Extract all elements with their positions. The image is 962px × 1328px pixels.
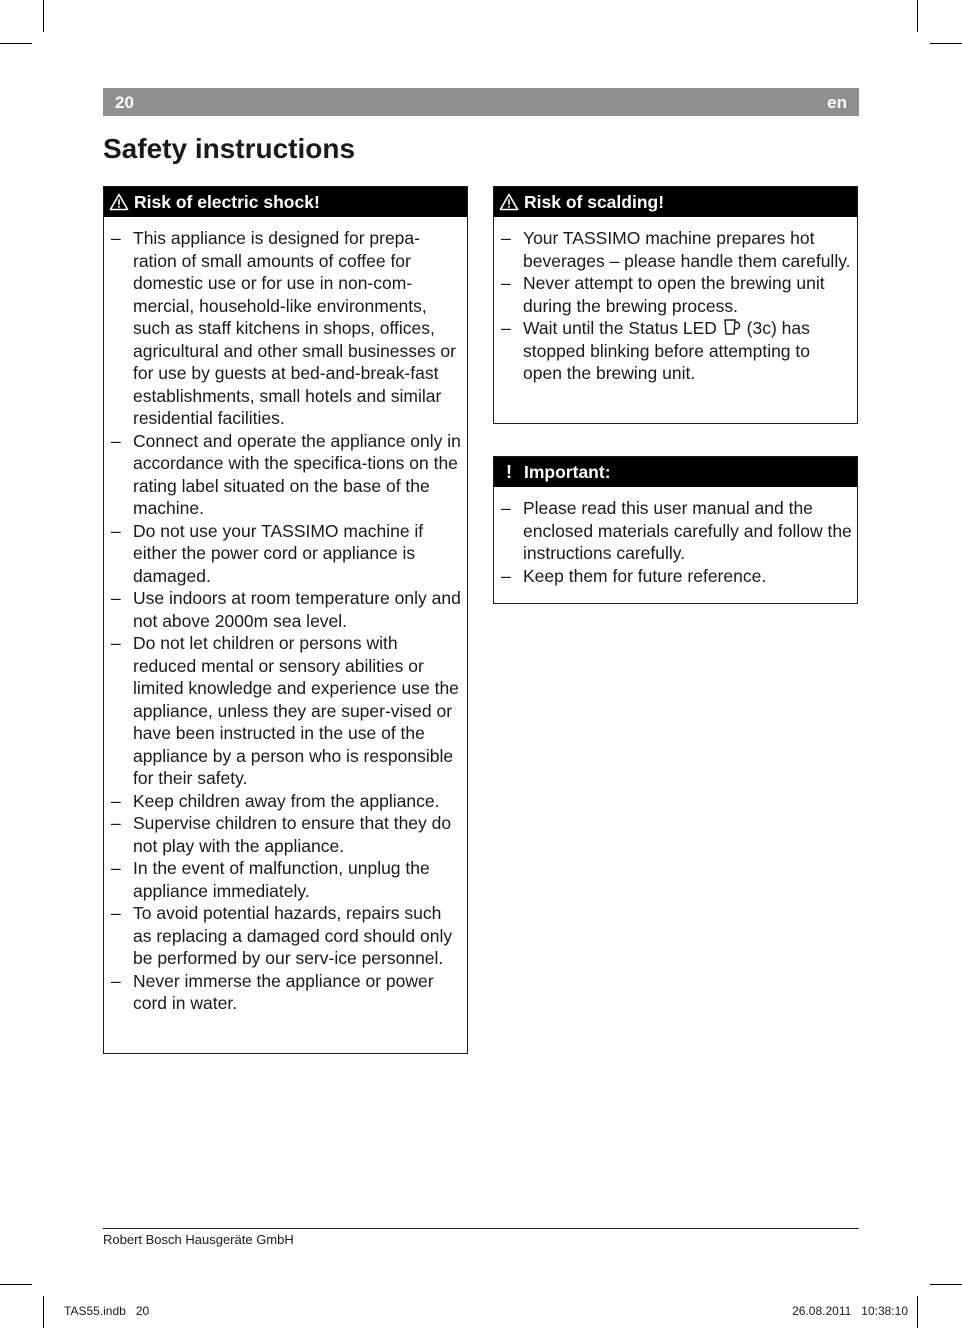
print-slug-date: 26.08.2011 10:38:10 <box>792 1304 908 1318</box>
list-item: – Never attempt to open the brewing unit during the brewing process. <box>523 272 853 317</box>
list-item: – Please read this user manual and the enclosed materials carefully and follow the instructions carefully. <box>523 497 853 565</box>
crop-mark <box>43 1296 44 1328</box>
status-led-text-before: Wait until the Status LED <box>523 318 717 338</box>
important-header <box>494 457 857 487</box>
crop-mark <box>917 0 918 32</box>
page-number: 20 <box>115 93 134 112</box>
page-title: Safety instructions <box>103 133 356 164</box>
exclamation-icon: ! <box>506 462 512 482</box>
cup-led-icon <box>722 317 742 337</box>
crop-mark <box>930 43 962 44</box>
list-item: – Do not let children or persons with reduced mental or sensory abilities or limited knowledge and experience use the appliance, unless they are super-vised or have been instructed in the use of the appliance by a person who is responsible for their safety. <box>133 632 463 790</box>
electric-shock-title: Risk of electric shock! <box>134 192 320 212</box>
crop-mark <box>917 1296 918 1328</box>
electric-shock-header <box>104 187 467 217</box>
page-header-bar <box>103 88 859 116</box>
list-item: – Supervise children to ensure that they do not play with the appliance. <box>133 812 463 857</box>
list-item: – Never immerse the appliance or power cord in water. <box>133 970 463 1015</box>
list-item: – Keep children away from the appliance. <box>133 790 463 813</box>
language-code: en <box>827 93 847 112</box>
list-item: – Connect and operate the appliance only in accordance with the specifica-tions on the rating label situated on the base of the machine. <box>133 430 463 520</box>
scalding-box <box>493 186 858 424</box>
crop-mark <box>930 1284 962 1285</box>
status-led-text-after: (3c) has stopped blinking before attempting to open the brewing unit. <box>523 318 810 383</box>
list-item: – Keep them for future reference. <box>523 565 853 588</box>
important-title: Important: <box>524 462 611 482</box>
list-item: – Your TASSIMO machine prepares hot beverages – please handle them carefully. <box>523 227 853 272</box>
crop-mark <box>0 1284 32 1285</box>
list-item <box>523 317 853 385</box>
list-item: – Do not use your TASSIMO machine if either the power cord or appliance is damaged. <box>133 520 463 588</box>
list-item: – This appliance is designed for prepa-ration of small amounts of coffee for domestic use or for use in non-com-mercial, household-like environments, such as staff kitchens in shops, offices, agricultural and other small businesses or for use by guests at bed-and-break-fast establishments, small hotels and similar residential facilities. <box>133 227 463 430</box>
scalding-header <box>494 187 857 217</box>
warning-triangle-icon <box>499 193 519 211</box>
crop-mark <box>43 0 44 32</box>
footer-company: Robert Bosch Hausgeräte GmbH <box>103 1232 294 1247</box>
warning-triangle-icon <box>109 193 129 211</box>
list-item: – Use indoors at room temperature only and not above 2000m sea level. <box>133 587 463 632</box>
list-item: – In the event of malfunction, unplug the appliance immediately. <box>133 857 463 902</box>
print-slug-file: TAS55.indb 20 <box>64 1304 150 1318</box>
electric-shock-list <box>104 227 463 1015</box>
important-box <box>493 456 858 604</box>
electric-shock-box <box>103 186 468 1054</box>
scalding-title: Risk of scalding! <box>524 192 665 212</box>
list-item: – To avoid potential hazards, repairs such as replacing a damaged cord should only be performed by our serv-ice personnel. <box>133 902 463 970</box>
crop-mark <box>0 43 32 44</box>
important-list <box>494 497 853 587</box>
scalding-list <box>494 227 853 385</box>
footer-divider <box>103 1228 859 1229</box>
